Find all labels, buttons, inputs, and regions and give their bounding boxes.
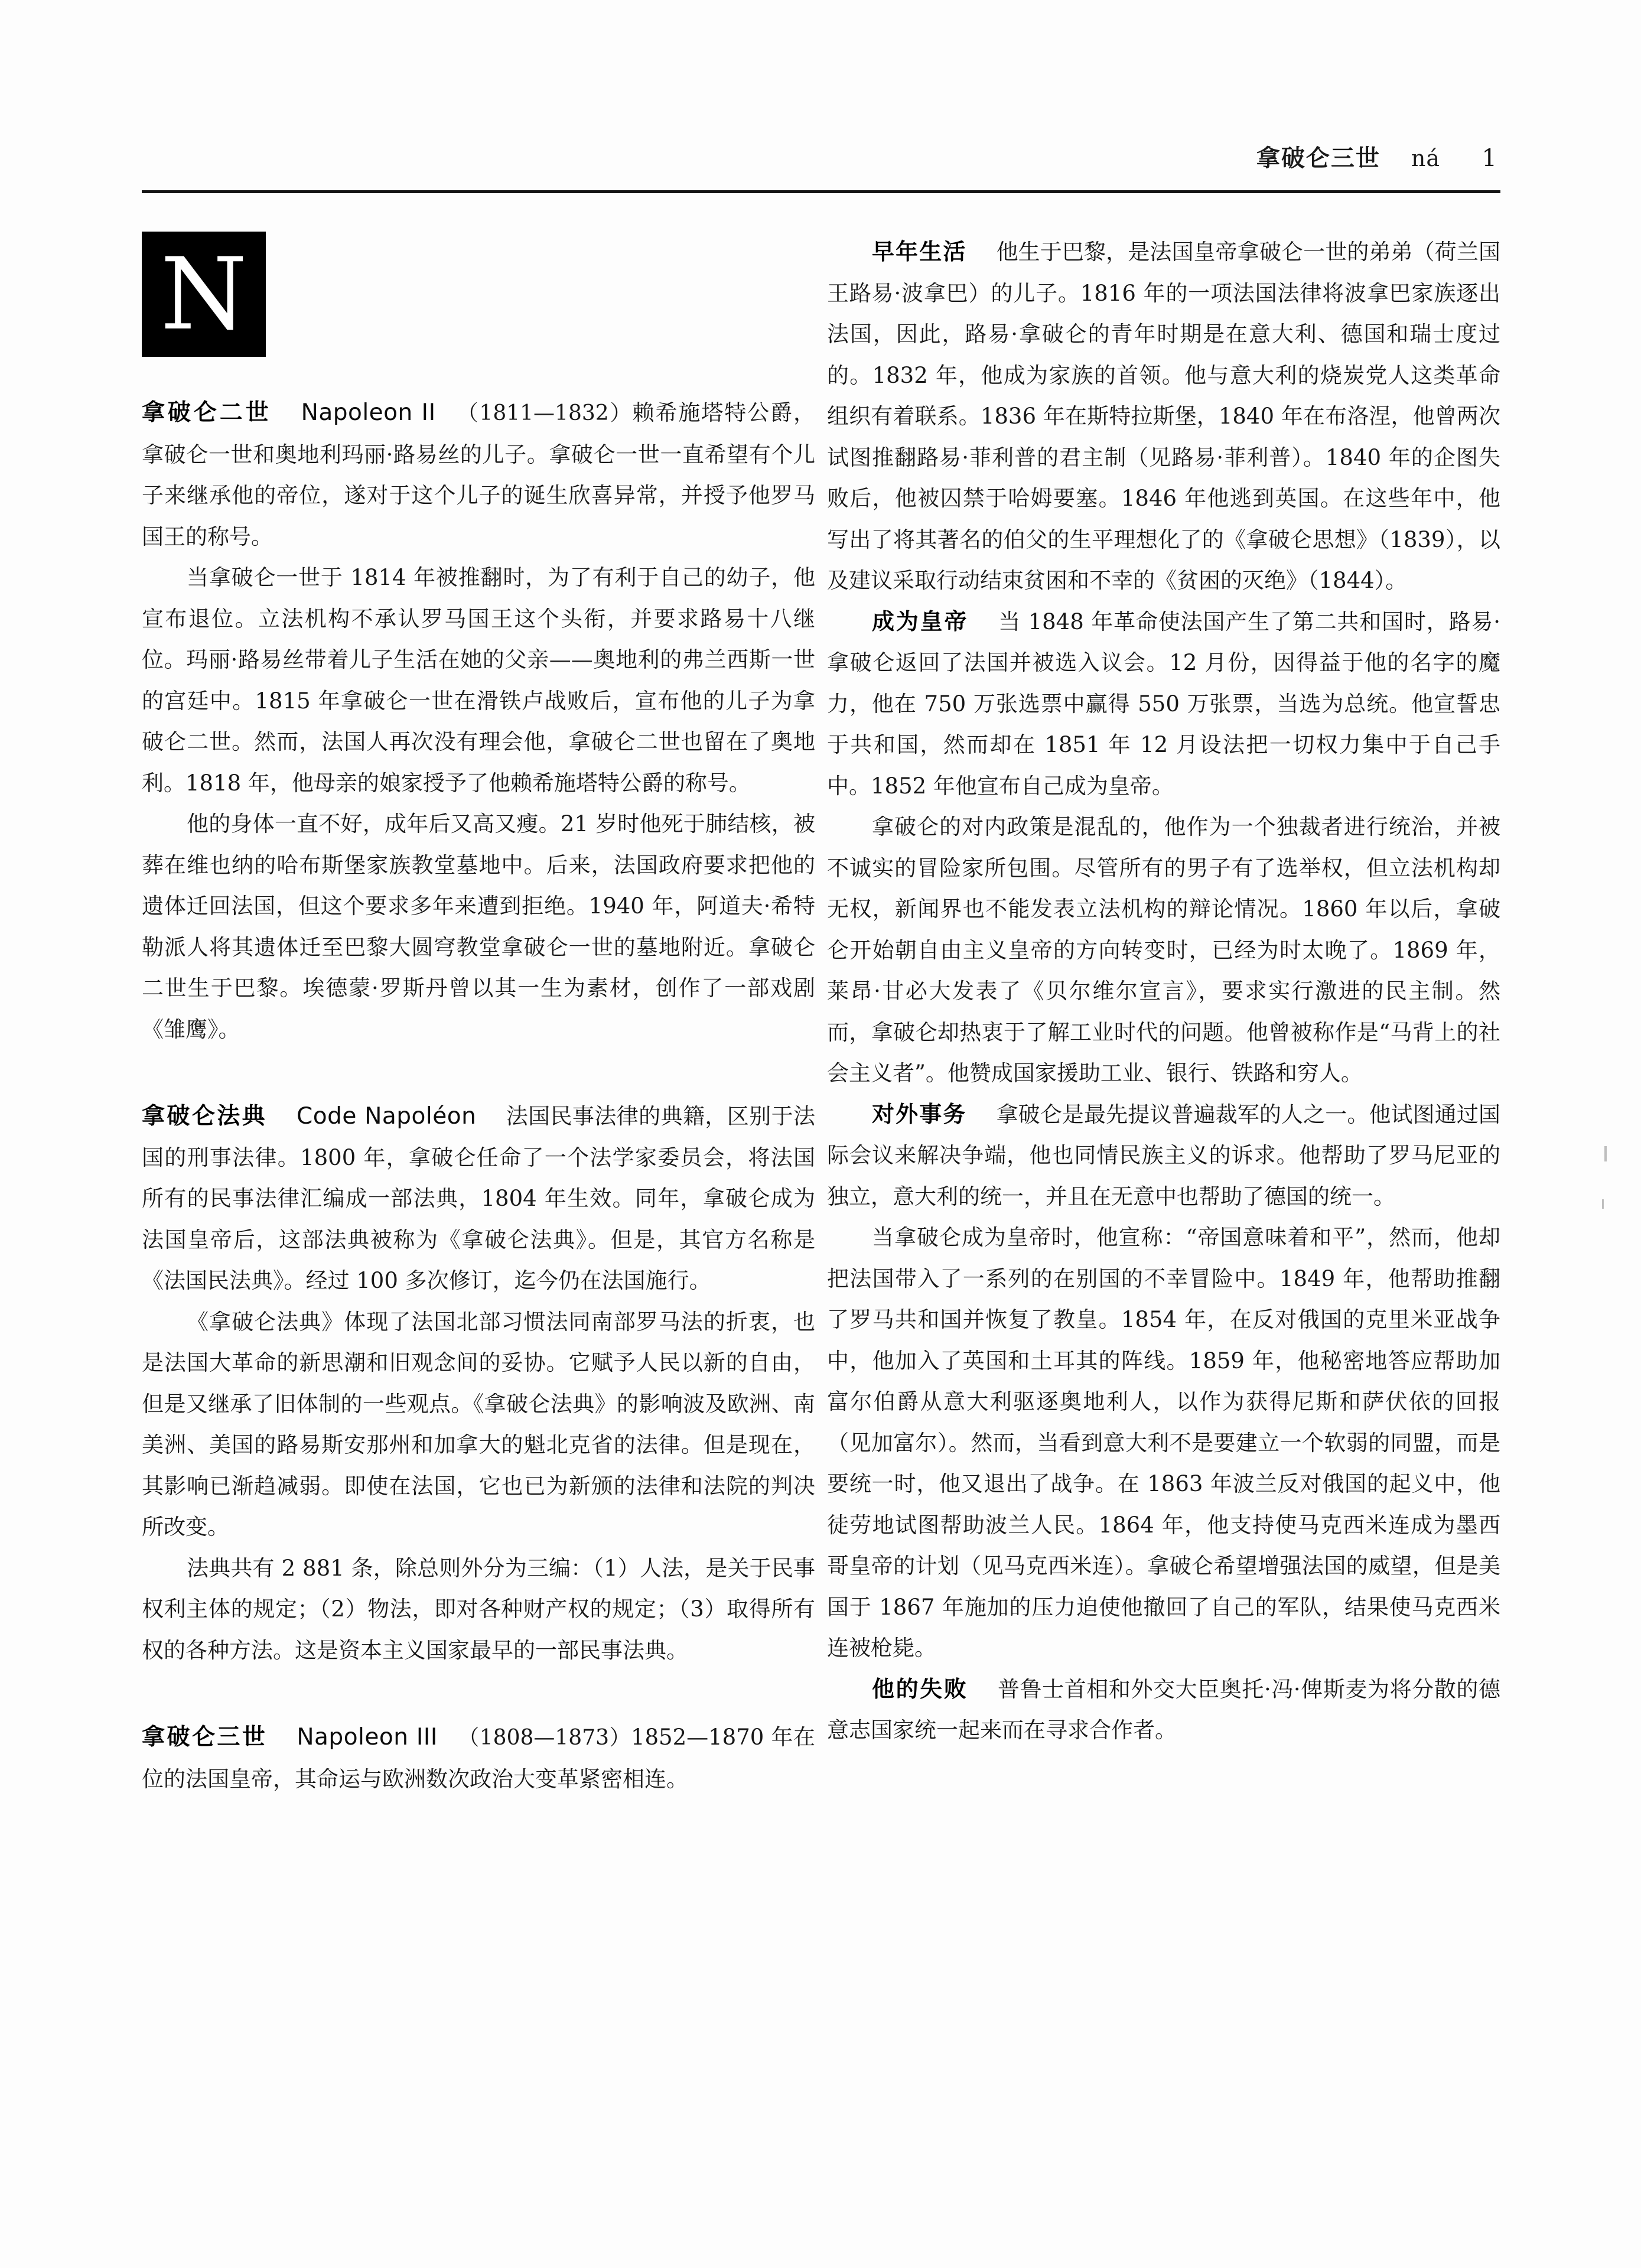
headword-foreign: Napoleon III: [297, 1724, 438, 1750]
body-columns: [142, 232, 1500, 2169]
column-left: [142, 232, 815, 2169]
paragraph: 当拿破仑成为皇帝时，他宣称：“帝国意味着和平”，然而，他却把法国带入了一系列的在别国的不幸冒险中。1849 年，他帮助推翻了罗马共和国并恢复了教皇。1854 年，在反对俄国的克里米亚战争中，他加入了英国和土耳其的阵线。1859 年，他秘密地答应帮助加富尔伯爵从意大利驱逐奥地利人，以作为获得尼斯和萨伏依的回报（见加富尔）。然而，当看到意大利不是要建立一个软弱的同盟，而是要统一时，他又退出了战争。在 1863 年波兰反对俄国的起义中，他徒劳地试图帮助波兰人民。1864 年，他支持使马克西米连成为墨西哥皇帝的计划（见马克西米连）。拿破仑希望增强法国的威望，但是美国于 1867 年施加的压力迫使他撤回了自己的军队，结果使马克西米连被枪毙。: [827, 1225, 1500, 1661]
section-early-life: [827, 232, 1500, 601]
subsection-heading: 对外事务: [872, 1101, 967, 1127]
paragraph-text: 普鲁士首相和外交大臣奥托·冯·俾斯麦为将分散的德意志国家统一起来而在寻求合作者。: [827, 1676, 1500, 1743]
scan-speckle: [1602, 1199, 1604, 1209]
paragraph-text: 赖希施塔特公爵，拿破仑一世和奥地利玛丽·路易丝的儿子。拿破仑一世一直希望有个儿子来继承他的帝位，遂对于这个儿子的诞生欣喜异常，并授予他罗马国王的称号。: [142, 400, 815, 549]
paragraph: 法典共有 2 881 条，除总则外分为三编：（1）人法，是关于民事权利主体的规定；（2）物法，即对各种财产权的规定；（3）取得所有权的各种方法。这是资本主义国家最早的一部民事法典。: [142, 1555, 815, 1663]
headword-foreign: Napoleon II: [301, 399, 436, 426]
headword-foreign: Code Napoléon: [297, 1103, 477, 1130]
running-head-title: 拿破仑三世: [1256, 145, 1380, 172]
headword: 拿破仑三世: [142, 1724, 268, 1750]
headword: 拿破仑法典: [142, 1103, 268, 1130]
entry-napoleon-ii: [142, 392, 815, 1050]
scan-speckle: [1604, 1146, 1607, 1161]
paragraph-text: 当 1848 年革命使法国产生了第二共和国时，路易·拿破仑返回了法国并被选入议会。12 月份，因得益于他的名字的魔力，他在 750 万张选票中赢得 550 万张票，当选为总统。他宣誓忠于共和国，然而却在 1851 年 12 月设法把一切权力集中于自己手中。1852 年他宣布自己成为皇帝。: [827, 609, 1500, 799]
paragraph-text: 1852—1870 年在位的法国皇帝，其命运与欧洲数次政治大变革紧密相连。: [142, 1724, 815, 1792]
paragraph: 他的身体一直不好，成年后又高又瘦。21 岁时他死于肺结核，被葬在维也纳的哈布斯堡家族教堂墓地中。后来，法国政府要求把他的遗体迁回法国，但这个要求多年来遭到拒绝。1940 年，阿道夫·希特勒派人将其遗体迁至巴黎大圆穹教堂拿破仑一世的墓地附近。拿破仑二世生于巴黎。埃德蒙·罗斯丹曾以其一生为素材，创作了一部戏剧《雏鹰》。: [142, 811, 815, 1042]
drop-cap-block: [142, 232, 266, 357]
section-becoming-emperor: [827, 601, 1500, 807]
entry-first-paragraph: [142, 1096, 815, 1301]
entry-napoleon-iii: [142, 1717, 815, 1800]
header-rule: [142, 190, 1500, 193]
headword: 拿破仑二世: [142, 399, 272, 426]
paragraph: 当拿破仑一世于 1814 年被推翻时，为了有利于自己的幼子，他宣布退位。立法机构不承认罗马国王这个头衔，并要求路易十八继位。玛丽·路易丝带着儿子生活在她的父亲——奥地利的弗兰西斯一世的宫廷中。1815 年拿破仑一世在滑铁卢战败后，宣布他的儿子为拿破仑二世。然而，法国人再次没有理会他，拿破仑二世也留在了奥地利。1818 年，他母亲的娘家授予了他赖希施塔特公爵的称号。: [142, 565, 815, 796]
subsection-heading: 早年生活: [872, 239, 967, 265]
running-head-pinyin: ná: [1411, 145, 1440, 171]
headword-dates: （1808—1873）: [457, 1726, 631, 1750]
entry-first-paragraph: [142, 1717, 815, 1800]
subsection-heading: 他的失败: [872, 1675, 968, 1702]
column-right: [827, 232, 1500, 2169]
paragraph: 《拿破仑法典》体现了法国北部习惯法同南部罗马法的折衷，也是法国大革命的新思潮和旧观念间的妥协。它赋予人民以新的自由，但是又继承了旧体制的一些观点。《拿破仑法典》的影响波及欧洲、南美洲、美国的路易斯安那州和加拿大的魁北克省的法律。但是现在，其影响已渐趋减弱。即使在法国，它也已为新颁的法律和法院的判决所改变。: [142, 1309, 815, 1540]
subsection-heading: 成为皇帝: [872, 608, 969, 634]
running-head: [142, 139, 1500, 196]
paragraph-text: 法国民事法律的典籍，区别于法国的刑事法律。1800 年，拿破仑任命了一个法学家委员会，将法国所有的民事法律汇编成一部法典，1804 年生效。同年，拿破仑成为法国皇帝后，这部法典被称为《拿破仑法典》。但是，其官方名称是《法国民法典》。经过 100 多次修订，迄今仍在法国施行。: [142, 1104, 815, 1293]
entry-code-napoleon: [142, 1096, 815, 1671]
paragraph: 拿破仑的对内政策是混乱的，他作为一个独裁者进行统治，并被不诚实的冒险家所包围。尽管所有的男子有了选举权，但立法机构却无权，新闻界也不能发表立法机构的辩论情况。1860 年以后，拿破仑开始朝自由主义皇帝的方向转变时，已经为时太晚了。1869 年，莱昂·甘必大发表了《贝尔维尔宣言》，要求实行激进的民主制。然而，拿破仑却热衷于了解工业时代的问题。他曾被称作是“马背上的社会主义者”。他赞成国家援助工业、银行、铁路和穷人。: [827, 814, 1500, 1086]
drop-cap-letter-n-icon: N: [160, 236, 248, 352]
paragraph-text: 拿破仑是最先提议普遍裁军的人之一。他试图通过国际会议来解决争端，他也同情民族主义的诉求。他帮助了罗马尼亚的独立，意大利的统一，并且在无意中也帮助了德国的统一。: [827, 1101, 1500, 1209]
headword-dates: （1811—1832）: [455, 401, 633, 425]
section-foreign-affairs: [827, 1094, 1500, 1218]
section-his-failure: [827, 1669, 1500, 1751]
page-number: 1: [1482, 145, 1497, 172]
paragraph-text: 他生于巴黎，是法国皇帝拿破仑一世的弟弟（荷兰国王路易·波拿巴）的儿子。1816 年的一项法国法律将波拿巴家族逐出法国，因此，路易·拿破仑的青年时期是在意大利、德国和瑞士度过的。1832 年，他成为家族的首领。他与意大利的烧炭党人这类革命组织有着联系。1836 年在斯特拉斯堡，1840 年在布洛涅，他曾两次试图推翻路易·菲利普的君主制（见路易·菲利普）。1840 年的企图失败后，他被囚禁于哈姆要塞。1846 年他逃到英国。在这些年中，他写出了将其著名的伯父的生平理想化了的《拿破仑思想》（1839），以及建议采取行动结束贫困和不幸的《贫困的灭绝》（1844）。: [827, 239, 1500, 593]
entry-first-paragraph: [142, 392, 815, 557]
